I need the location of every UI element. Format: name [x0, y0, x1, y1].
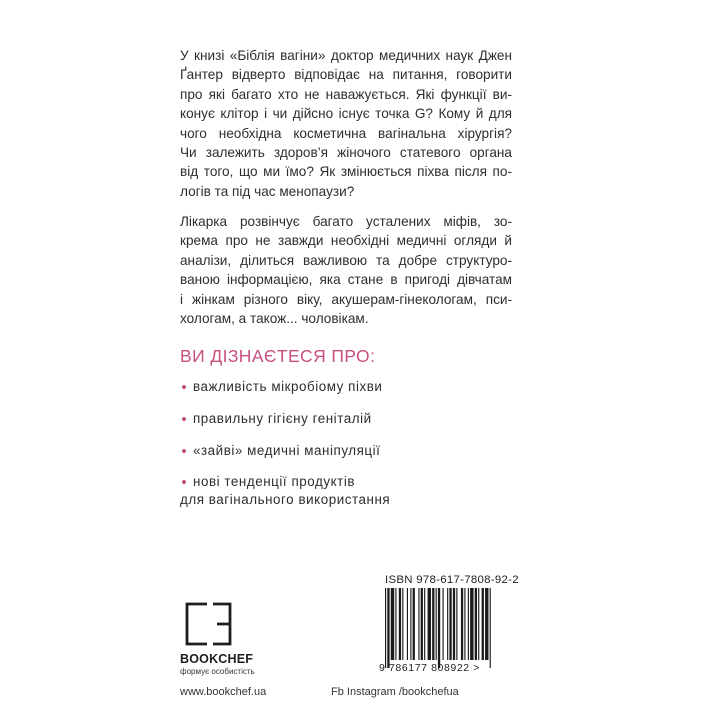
paragraph-line: крема про не завжди необхідні медичні огляди й	[180, 233, 512, 249]
intro-paragraph	[180, 46, 512, 201]
paragraph-line: чого необхідна косметична вагінальна хірургія?	[180, 125, 512, 141]
bullet-dot-icon	[182, 385, 186, 389]
barcode-bar	[482, 588, 484, 660]
barcode-bar	[478, 588, 479, 660]
paragraph-line: і жінкам різного віку, акушерам-гінекологам, пси-	[180, 291, 512, 307]
paragraph-line: У книзі «Біблія вагіни» доктор медичних наук Джен	[180, 48, 512, 63]
barcode-bar	[413, 588, 415, 660]
paragraph-line: ваною інформацією, яка стане в пригоді дівчатам	[180, 272, 512, 288]
barcode-bar	[436, 588, 437, 660]
paragraph-line: про які багато хто не наважується. Які функції ви-	[180, 86, 512, 102]
barcode-bar	[464, 588, 465, 660]
barcode-bar	[395, 588, 396, 660]
barcode-bar	[490, 588, 491, 668]
barcode-bar	[410, 588, 411, 660]
publisher-website[interactable]: www.bookchef.ua	[180, 686, 267, 698]
paragraph-line: від того, що ми їмо? Як змінюється піхва після по-	[180, 164, 512, 180]
barcode-bar	[453, 588, 455, 660]
bullet-text: нові тенденції продуктів	[193, 474, 356, 489]
bullet-text-continuation: для вагінального використання	[180, 492, 391, 507]
barcode-bar	[421, 588, 423, 660]
barcode-bar	[407, 588, 408, 660]
isbn-label: ISBN 978-617-7808-92-2	[385, 574, 519, 586]
barcode-icon	[379, 588, 543, 672]
paragraph-line: хологам, а також... чоловікам.	[180, 311, 369, 327]
publisher-name: BOOKCHEF	[180, 652, 254, 666]
barcode-bar	[428, 588, 431, 660]
paragraph-line: Ґантер відверто відповідає на питання, говорити	[180, 67, 512, 83]
barcode-bar	[432, 588, 434, 660]
paragraph-line: конує клітор і чи дійсно існує точка G? Кому й для	[180, 106, 512, 122]
barcode-bar	[391, 588, 394, 660]
paragraph-line: логів та під час менопаузи?	[180, 183, 355, 199]
bookchef-logo-icon	[180, 600, 240, 648]
publisher-tagline: формує особистість	[180, 667, 255, 676]
barcode-digits: 9 786177 808922 >	[379, 662, 480, 674]
paragraph-line: Чи залежить здоров’я жіночого статевого органа	[180, 145, 512, 161]
barcode-bar	[443, 588, 444, 660]
barcode-bar	[418, 588, 419, 660]
barcode-bar	[449, 588, 451, 660]
bullet-dot-icon	[182, 417, 186, 421]
barcode-bar	[468, 588, 469, 660]
barcode-bar	[387, 588, 389, 668]
bullet-text: важливість мікробіому піхви	[193, 379, 383, 394]
paragraph-line: Лікарка розвінчує багато усталених міфів, зо-	[180, 214, 512, 229]
bullet-dot-icon	[182, 449, 186, 453]
bullet-text: «зайві» медичні маніпуляції	[193, 443, 381, 458]
bullet-text: правильну гігієну геніталій	[193, 411, 372, 426]
barcode-bar	[438, 588, 440, 668]
bullet-dot-icon	[182, 480, 186, 484]
section-heading: ВИ ДІЗНАЄТЕСЯ ПРО:	[180, 346, 376, 366]
publisher-logo	[180, 600, 300, 680]
barcode-bar	[424, 588, 425, 660]
barcode-bar	[485, 588, 488, 660]
barcode-bar	[385, 588, 386, 668]
barcode-bar	[399, 588, 401, 660]
barcode-bar	[461, 588, 463, 660]
barcode-bar	[475, 588, 477, 660]
paragraph-line: аналізи, ділиться важливою та добре структуро-	[180, 252, 512, 268]
barcode-bar	[447, 588, 448, 660]
publisher-social[interactable]: Fb Instagram /bookchefua	[331, 686, 459, 698]
second-paragraph	[180, 212, 512, 328]
barcode-bar	[470, 588, 473, 660]
barcode-bar	[402, 588, 403, 660]
barcode-bar	[456, 588, 457, 660]
